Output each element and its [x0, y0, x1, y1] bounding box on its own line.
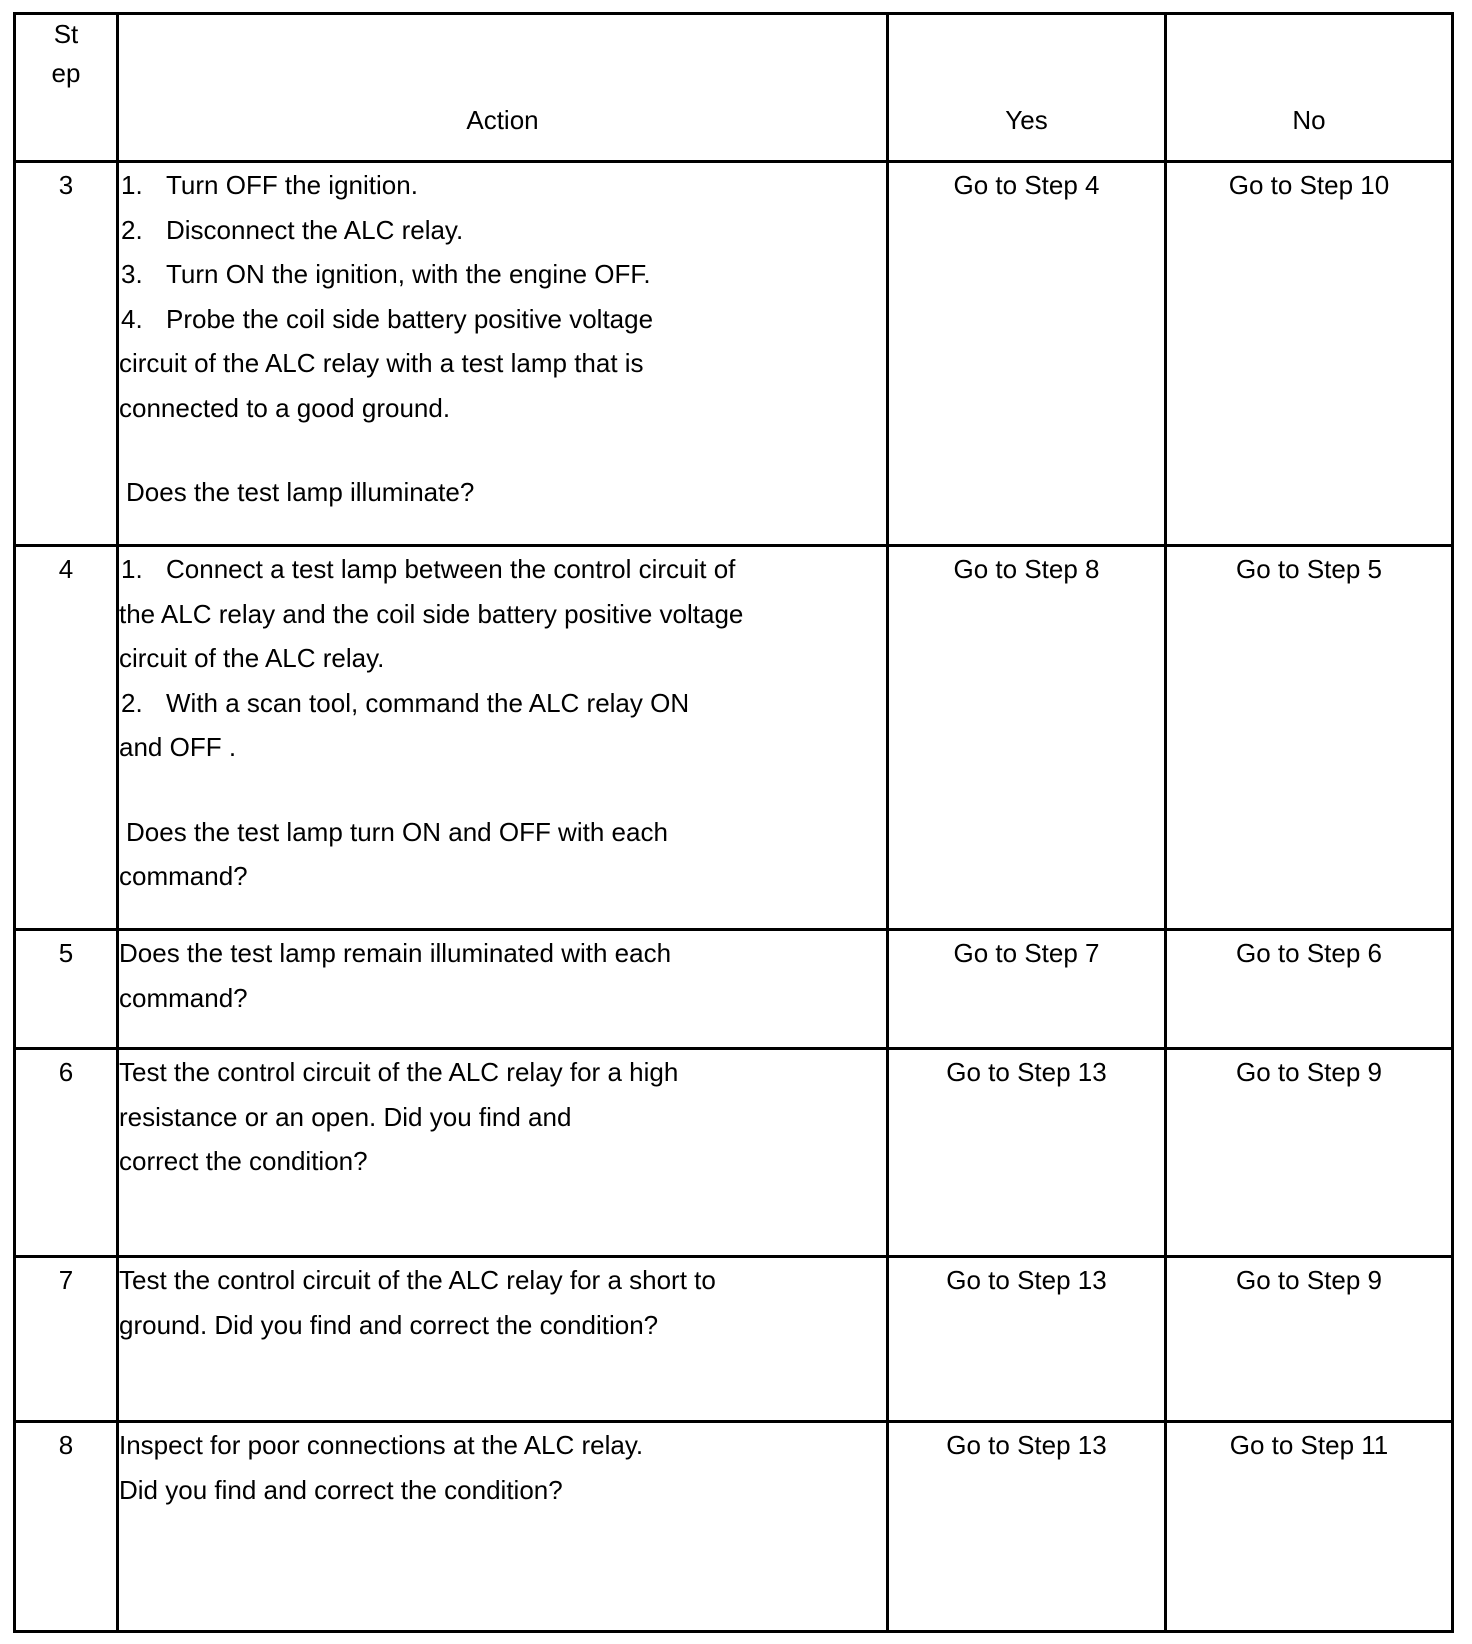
header-step-line1: St [53, 19, 79, 49]
yes-result: Go to Step 13 [888, 1049, 1166, 1257]
no-result: Go to Step 10 [1166, 162, 1453, 546]
action-question: command? [119, 861, 248, 891]
list-text: Connect a test lamp between the control circuit of [166, 554, 736, 584]
action-cell [118, 1257, 888, 1422]
list-number: 1. [121, 170, 143, 200]
list-text: Disconnect the ALC relay. [166, 214, 464, 245]
action-line [119, 297, 886, 342]
table-row [15, 1049, 1453, 1257]
action-cell [118, 546, 888, 930]
no-result: Go to Step 5 [1166, 546, 1453, 930]
action-question: Does the test lamp turn ON and OFF with each [126, 816, 668, 847]
action-cell [118, 1422, 888, 1632]
action-question: Does the test lamp illuminate? [126, 477, 475, 507]
header-yes: Yes [888, 14, 1166, 162]
table-row [15, 930, 1453, 1049]
action-line [119, 163, 886, 208]
action-line: circuit of the ALC relay. [119, 643, 385, 673]
table-row [15, 1257, 1453, 1422]
action-cell [118, 162, 888, 546]
action-line: circuit of the ALC relay with a test lamp that is [119, 348, 644, 378]
list-text: Turn OFF the ignition. [166, 170, 418, 200]
no-result: Go to Step 6 [1166, 930, 1453, 1049]
step-number: 3 [15, 162, 118, 546]
header-no: No [1166, 14, 1453, 162]
spacer [119, 430, 886, 470]
step-number: 8 [15, 1422, 118, 1632]
action-line: Did you find and correct the condition? [119, 1474, 563, 1505]
action-line [119, 208, 886, 253]
list-text: With a scan tool, command the ALC relay ON [166, 687, 690, 718]
yes-result: Go to Step 8 [888, 546, 1166, 930]
table-row [15, 1422, 1453, 1632]
header-step [15, 14, 118, 162]
spacer [119, 770, 886, 810]
action-line [119, 681, 886, 726]
list-number: 4. [121, 303, 143, 334]
table-row [15, 162, 1453, 546]
yes-result: Go to Step 13 [888, 1422, 1166, 1632]
table-row [15, 546, 1453, 930]
action-line: Inspect for poor connections at the ALC relay. [119, 1430, 644, 1460]
list-number: 2. [121, 687, 143, 718]
yes-result: Go to Step 4 [888, 162, 1166, 546]
header-step-line2: ep [51, 58, 81, 88]
step-number: 4 [15, 546, 118, 930]
list-text: Probe the coil side battery positive voltage [166, 303, 654, 334]
list-number: 1. [121, 554, 143, 584]
action-line: resistance or an open. Did you find and [119, 1101, 572, 1132]
yes-result: Go to Step 7 [888, 930, 1166, 1049]
list-text: Turn ON the ignition, with the engine OFF. [166, 259, 651, 289]
action-line: ground. Did you find and correct the condition? [119, 1309, 659, 1340]
action-cell [118, 930, 888, 1049]
action-line: Does the test lamp remain illuminated with each [119, 938, 672, 968]
step-number: 5 [15, 930, 118, 1049]
no-result: Go to Step 9 [1166, 1049, 1453, 1257]
action-line: correct the condition? [119, 1146, 368, 1176]
diagnostic-table-page [13, 12, 1451, 1630]
action-line: connected to a good ground. [119, 392, 451, 423]
action-line: Test the control circuit of the ALC relay for a short to [119, 1265, 716, 1295]
no-result: Go to Step 9 [1166, 1257, 1453, 1422]
step-number: 7 [15, 1257, 118, 1422]
step-number: 6 [15, 1049, 118, 1257]
yes-result: Go to Step 13 [888, 1257, 1166, 1422]
no-result: Go to Step 11 [1166, 1422, 1453, 1632]
diagnostic-table [13, 12, 1454, 1633]
action-cell [118, 1049, 888, 1257]
action-line [119, 547, 886, 592]
action-line [119, 252, 886, 297]
action-line: and OFF . [119, 732, 237, 762]
action-line: command? [119, 982, 248, 1013]
list-number: 3. [121, 259, 143, 289]
table-header-row [15, 14, 1453, 162]
header-action: Action [118, 14, 888, 162]
action-line: Test the control circuit of the ALC relay for a high [119, 1057, 679, 1087]
list-number: 2. [121, 214, 143, 245]
action-line: the ALC relay and the coil side battery positive voltage [119, 598, 744, 629]
